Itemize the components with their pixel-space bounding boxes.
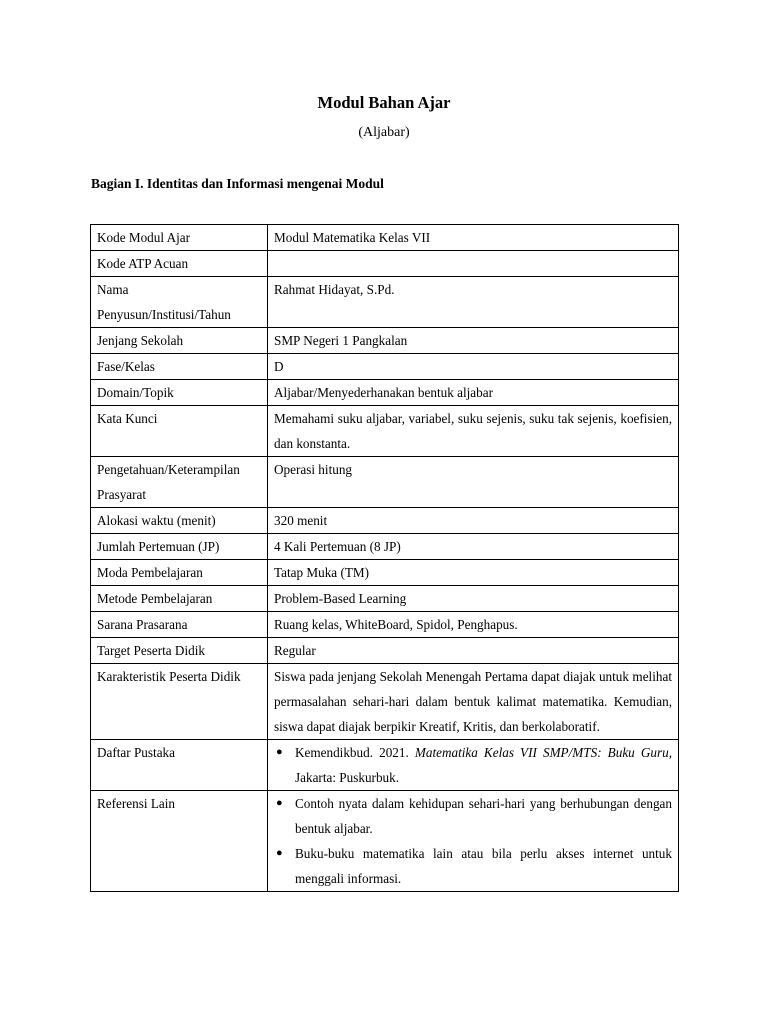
row-label: Moda Pembelajaran bbox=[91, 560, 268, 586]
row-value bbox=[268, 740, 679, 791]
list-item bbox=[276, 841, 672, 891]
row-value: Rahmat Hidayat, S.Pd. bbox=[268, 277, 679, 328]
row-label: Alokasi waktu (menit) bbox=[91, 508, 268, 534]
page-subtitle: (Aljabar) bbox=[358, 125, 410, 140]
table-row bbox=[91, 638, 679, 664]
row-label: Jumlah Pertemuan (JP) bbox=[91, 534, 268, 560]
section-heading: Bagian I. Identitas dan Informasi mengenai Modul bbox=[91, 176, 384, 191]
table-row bbox=[91, 328, 679, 354]
row-label: Jenjang Sekolah bbox=[91, 328, 268, 354]
row-value: Regular bbox=[268, 638, 679, 664]
table-row bbox=[91, 457, 679, 508]
row-value: Aljabar/Menyederhanakan bentuk aljabar bbox=[268, 380, 679, 406]
bullet-icon: ● bbox=[276, 746, 283, 758]
row-value: Ruang kelas, WhiteBoard, Spidol, Penghapus. bbox=[268, 612, 679, 638]
table-row bbox=[91, 586, 679, 612]
row-value: Tatap Muka (TM) bbox=[268, 560, 679, 586]
row-label: Sarana Prasarana bbox=[91, 612, 268, 638]
table-row bbox=[91, 534, 679, 560]
list-item-text: Buku-buku matematika lain atau bila perlu akses internet untuk menggali informasi. bbox=[295, 846, 672, 886]
row-value: Problem-Based Learning bbox=[268, 586, 679, 612]
table-row bbox=[91, 354, 679, 380]
row-value: Siswa pada jenjang Sekolah Menengah Pertama dapat diajak untuk melihat permasalahan sehari-hari dalam bentuk kalimat matematika. Kemudian, siswa dapat diajak berpikir Kreatif, Kritis, dan berkolaboratif. bbox=[268, 664, 679, 740]
row-label: Kode ATP Acuan bbox=[91, 251, 268, 277]
row-value: SMP Negeri 1 Pangkalan bbox=[268, 328, 679, 354]
table-row bbox=[91, 380, 679, 406]
reference-list bbox=[274, 740, 672, 790]
row-label: Target Peserta Didik bbox=[91, 638, 268, 664]
row-label: Referensi Lain bbox=[91, 791, 268, 892]
citation-suffix: Jakarta: Puskurbuk. bbox=[295, 770, 400, 785]
table-row bbox=[91, 251, 679, 277]
table-row bbox=[91, 791, 679, 892]
table-row bbox=[91, 508, 679, 534]
page-title: Modul Bahan Ajar bbox=[317, 93, 451, 112]
table-row bbox=[91, 225, 679, 251]
list-item bbox=[276, 740, 672, 790]
table-row bbox=[91, 740, 679, 791]
list-item-text: Contoh nyata dalam kehidupan sehari-hari yang berhubungan dengan bentuk aljabar. bbox=[295, 796, 672, 836]
row-value: D bbox=[268, 354, 679, 380]
row-label: Domain/Topik bbox=[91, 380, 268, 406]
citation-title: Matematika Kelas VII SMP/MTS: Buku Guru, bbox=[414, 745, 672, 760]
bullet-icon: ● bbox=[276, 797, 283, 809]
bullet-icon: ● bbox=[276, 847, 283, 859]
row-value: 4 Kali Pertemuan (8 JP) bbox=[268, 534, 679, 560]
row-label: Fase/Kelas bbox=[91, 354, 268, 380]
table-row bbox=[91, 406, 679, 457]
row-label: Kata Kunci bbox=[91, 406, 268, 457]
table-row bbox=[91, 560, 679, 586]
table-row bbox=[91, 612, 679, 638]
citation-prefix: Kemendikbud. 2021. bbox=[295, 745, 415, 760]
row-value bbox=[268, 251, 679, 277]
reference-list bbox=[274, 791, 672, 891]
row-value: Memahami suku aljabar, variabel, suku sejenis, suku tak sejenis, koefisien, dan konstanta. bbox=[268, 406, 679, 457]
list-item bbox=[276, 791, 672, 841]
row-value: Modul Matematika Kelas VII bbox=[268, 225, 679, 251]
row-label: Pengetahuan/Keterampilan Prasyarat bbox=[91, 457, 268, 508]
module-identity-table bbox=[90, 224, 679, 892]
row-value: 320 menit bbox=[268, 508, 679, 534]
row-label: Nama Penyusun/Institusi/Tahun bbox=[91, 277, 268, 328]
table-row bbox=[91, 664, 679, 740]
row-label: Karakteristik Peserta Didik bbox=[91, 664, 268, 740]
table-row bbox=[91, 277, 679, 328]
row-value bbox=[268, 791, 679, 892]
row-label: Kode Modul Ajar bbox=[91, 225, 268, 251]
row-label: Metode Pembelajaran bbox=[91, 586, 268, 612]
row-value: Operasi hitung bbox=[268, 457, 679, 508]
row-label: Daftar Pustaka bbox=[91, 740, 268, 791]
